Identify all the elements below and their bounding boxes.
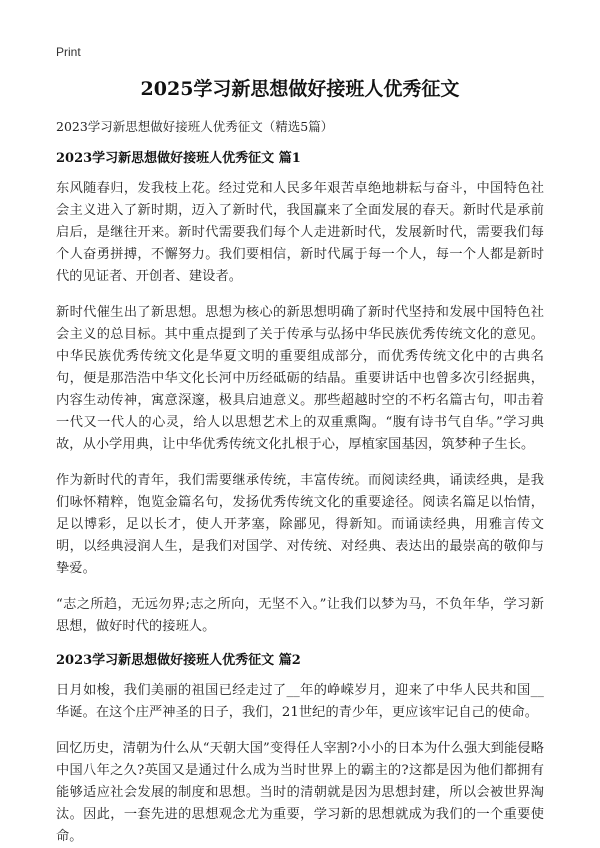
document-title: 2025学习新思想做好接班人优秀征文: [140, 78, 460, 100]
paragraph: 东风随春归，发我枝上花。经过党和人民多年艰苦卓绝地耕耘与奋斗，中国特色社会主义进入了新时期，迈入了新时代，我国赢来了全面发展的春天。新时代是承前启后，是继往开来。新时代需要我们每个人走进新时代，发展新时代，需要我们每个人奋勇拼搏，不懈努力。我们要相信，新时代属于每一个人，每一个人都是新时代的见证者、开创者、建设者。: [56, 181, 544, 284]
print-label: Print: [56, 45, 81, 59]
paragraph: 新时代催生出了新思想。思想为核心的新思想明确了新时代坚持和发展中国特色社会主义的总目标。其中重点提到了关于传承与弘扬中华民族优秀传统文化的意见。中华民族优秀传统文化是华夏文明的重要组成部分，而优秀传统文化中的古典名句，便是那浩浩中华文化长河中历经砥砺的结晶。重要讲话中也曾多次引经据典，内容生动传神，寓意深邃，极具启迪意义。那些超越时空的不朽名篇古句，叩击着一代又一代人的心灵，给人以思想艺术上的双重熏陶。“腹有诗书气自华。”学习典故，从小学用典，让中华优秀传统文化扎根于心，厚植家国基因，筑梦种子生长。: [56, 305, 544, 452]
section-2: [56, 652, 544, 848]
section-heading: 2023学习新思想做好接班人优秀征文 篇2: [56, 653, 301, 668]
paragraph: 回忆历史，清朝为什么从“天朝大国”变得任人宰割?小小的日本为什么强大到能侵略中国八年之久?英国又是通过什么成为当时世界上的霸主的?这都是因为他们都拥有能够适应社会发展的制度和思想。当时的清朝就是因为思想封建，所以会被世界淘汰。因此，一套先进的思想观念尤为重要，学习新的思想就成为我们的一个重要使命。: [56, 741, 544, 844]
section-heading: 2023学习新思想做好接班人优秀征文 篇1: [56, 151, 301, 166]
paragraph: 日月如梭，我们美丽的祖国已经走过了__年的峥嵘岁月，迎来了中华人民共和国__华诞。在这个庄严神圣的日子，我们，21世纪的青少年，更应该牢记自己的使命。: [56, 683, 544, 720]
paragraph: 作为新时代的青年，我们需要继承传统，丰富传统。而阅读经典，诵读经典，是我们咏怀精粹，饱览金篇名句，发扬优秀传统文化的重要途径。阅读名篇足以怡情，足以博彩，足以长才，使人开茅塞，除鄙见，得新知。而诵读经典，用雅言传文明，以经典浸润人生，是我们对国学、对传统、对经典、表达出的最崇高的敬仰与挚爱。: [56, 473, 544, 576]
section-1: [56, 150, 544, 638]
document-subtitle: 2023学习新思想做好接班人优秀征文（精选5篇）: [56, 119, 334, 134]
paragraph: “志之所趋，无远勿界;志之所向，无坚不入。”让我们以梦为马，不负年华，学习新思想，做好时代的接班人。: [56, 597, 544, 634]
